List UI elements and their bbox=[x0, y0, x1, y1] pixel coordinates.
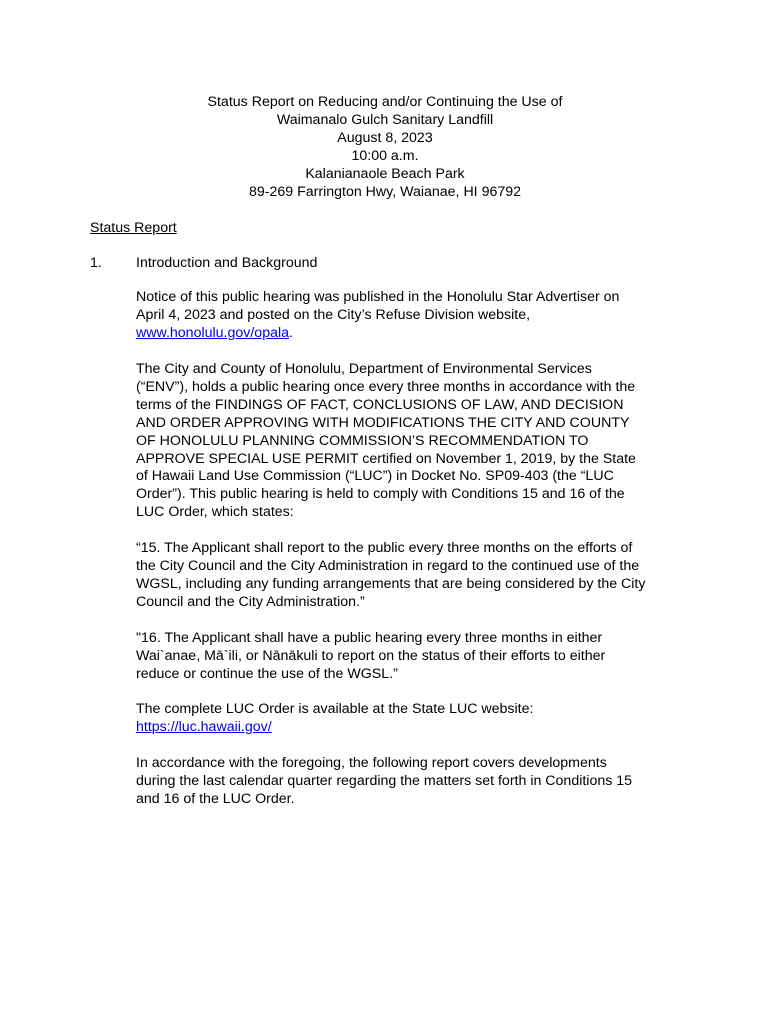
paragraph-line: Wai`anae, Mā`ili, or Nānākuli to report on the status of their efforts to either bbox=[136, 647, 606, 664]
paragraph-line: Notice of this public hearing was published in the Honolulu Star Advertiser on bbox=[136, 289, 620, 305]
paragraph-line: “15. The Applicant shall report to the public every three months on the efforts of bbox=[136, 540, 633, 556]
paragraph-line: The complete LUC Order is available at the State LUC website: bbox=[136, 701, 534, 717]
paragraph-notice bbox=[136, 289, 681, 343]
paragraph-line: APPROVE SPECIAL USE PERMIT certified on November 1, 2019, by the State bbox=[136, 450, 636, 467]
paragraph-line: of Hawaii Land Use Commission (“LUC”) in Docket No. SP09-403 (the “LUC bbox=[136, 468, 614, 485]
paragraph-condition-16 bbox=[136, 630, 681, 684]
paragraph-line: April 4, 2023 and posted on the City’s Refuse Division website, bbox=[136, 306, 531, 323]
paragraph-line: AND ORDER APPROVING WITH MODIFICATIONS THE CITY AND COUNTY bbox=[136, 414, 630, 431]
document-header bbox=[0, 93, 770, 201]
item-title: Introduction and Background bbox=[136, 255, 318, 271]
paragraph-background bbox=[136, 361, 681, 522]
header-landfill-name: Waimanalo Gulch Sanitary Landfill bbox=[276, 112, 494, 128]
paragraph-line bbox=[136, 719, 681, 737]
luc-website-link[interactable]: https://luc.hawaii.gov/ bbox=[136, 718, 272, 735]
opala-website-link[interactable]: www.honolulu.gov/opala bbox=[136, 324, 290, 341]
paragraph-line bbox=[136, 325, 681, 343]
header-time: 10:00 a.m. bbox=[351, 148, 419, 164]
paragraph-line: Council and the City Administration.” bbox=[136, 593, 365, 610]
paragraph-line: The City and County of Honolulu, Department of Environmental Services bbox=[136, 361, 592, 377]
paragraph-line: Order”). This public hearing is held to comply with Conditions 15 and 16 of the bbox=[136, 486, 625, 503]
paragraph-line: In accordance with the foregoing, the following report covers developments bbox=[136, 755, 607, 771]
link-suffix: . bbox=[289, 324, 293, 341]
paragraph-line: terms of the FINDINGS OF FACT, CONCLUSIONS OF LAW, AND DECISION bbox=[136, 396, 624, 413]
section-heading: Status Report bbox=[90, 220, 177, 236]
paragraph-line: and 16 of the LUC Order. bbox=[136, 790, 295, 807]
paragraph-line: "16. The Applicant shall have a public hearing every three months in either bbox=[136, 630, 603, 646]
header-date: August 8, 2023 bbox=[337, 130, 433, 146]
item-number: 1. bbox=[90, 255, 102, 271]
paragraph-line: LUC Order, which states: bbox=[136, 504, 294, 521]
paragraph-report-scope bbox=[136, 755, 681, 809]
header-address: 89-269 Farrington Hwy, Waianae, HI 96792 bbox=[248, 184, 522, 200]
paragraph-line: during the last calendar quarter regarding the matters set forth in Conditions 15 bbox=[136, 772, 633, 789]
header-title-line: Status Report on Reducing and/or Continuing the Use of bbox=[207, 94, 563, 110]
paragraph-luc-order-link bbox=[136, 701, 681, 737]
paragraph-line: (“ENV”), holds a public hearing once every three months in accordance with the bbox=[136, 378, 636, 395]
paragraph-line: the City Council and the City Administration in regard to the continued use of the bbox=[136, 557, 640, 574]
paragraph-line: reduce or continue the use of the WGSL.” bbox=[136, 665, 398, 682]
paragraph-line: OF HONOLULU PLANNING COMMISSION’S RECOMMENDATION TO bbox=[136, 432, 589, 449]
paragraph-condition-15 bbox=[136, 540, 681, 612]
header-venue: Kalanianaole Beach Park bbox=[305, 166, 465, 182]
paragraph-line: WGSL, including any funding arrangements that are being considered by the City bbox=[136, 575, 646, 592]
